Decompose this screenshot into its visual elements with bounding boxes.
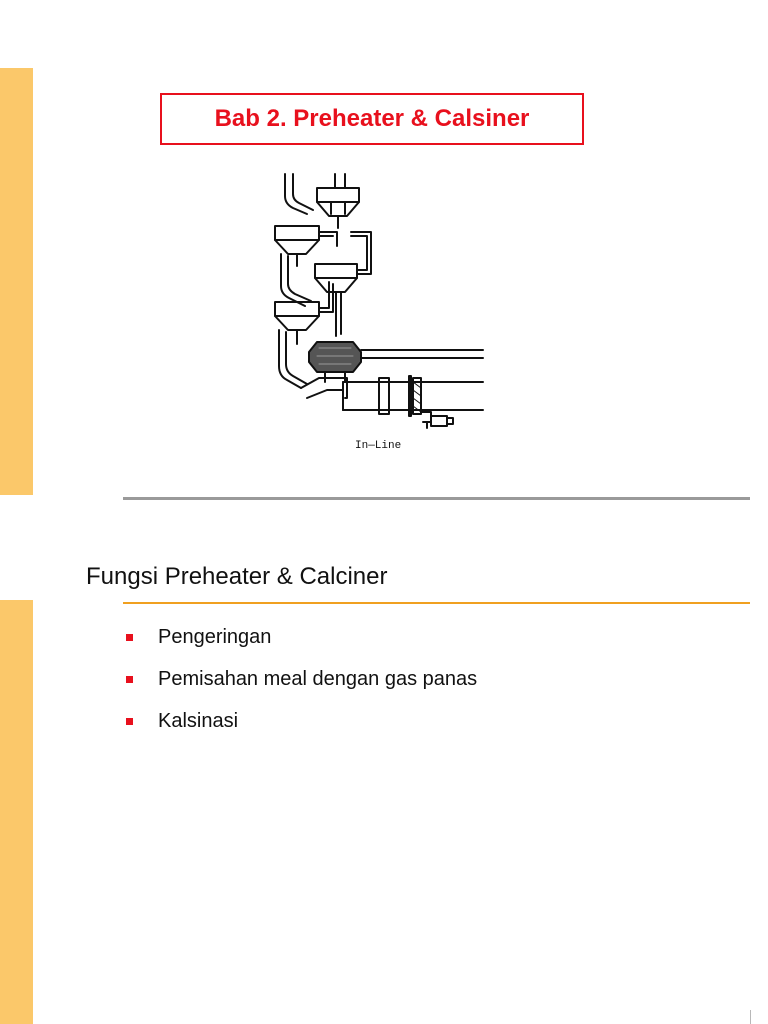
accent-bar: [0, 600, 33, 1024]
slide-divider: [123, 497, 750, 500]
bullet-text: Kalsinasi: [158, 709, 239, 732]
diagram-caption: In—Line: [355, 440, 402, 452]
accent-bar: [0, 68, 33, 495]
slide-heading: Fungsi Preheater & Calciner: [86, 563, 388, 590]
bullet-square-icon: [126, 634, 133, 641]
preheater-diagram: [255, 166, 503, 456]
slide-2: [0, 512, 768, 1024]
title-box: [160, 93, 584, 145]
list-item: [126, 616, 477, 658]
heading-underline: [123, 602, 750, 604]
page-marker: [750, 1010, 751, 1024]
bullet-square-icon: [126, 718, 133, 725]
list-item: [126, 700, 477, 742]
list-item: [126, 658, 477, 700]
bullet-square-icon: [126, 676, 133, 683]
bullet-text: Pemisahan meal dengan gas panas: [158, 667, 478, 690]
bullet-text: Pengeringan: [158, 625, 272, 648]
bullet-list: [126, 616, 477, 742]
slide-title: Bab 2. Preheater & Calsiner: [214, 105, 530, 132]
